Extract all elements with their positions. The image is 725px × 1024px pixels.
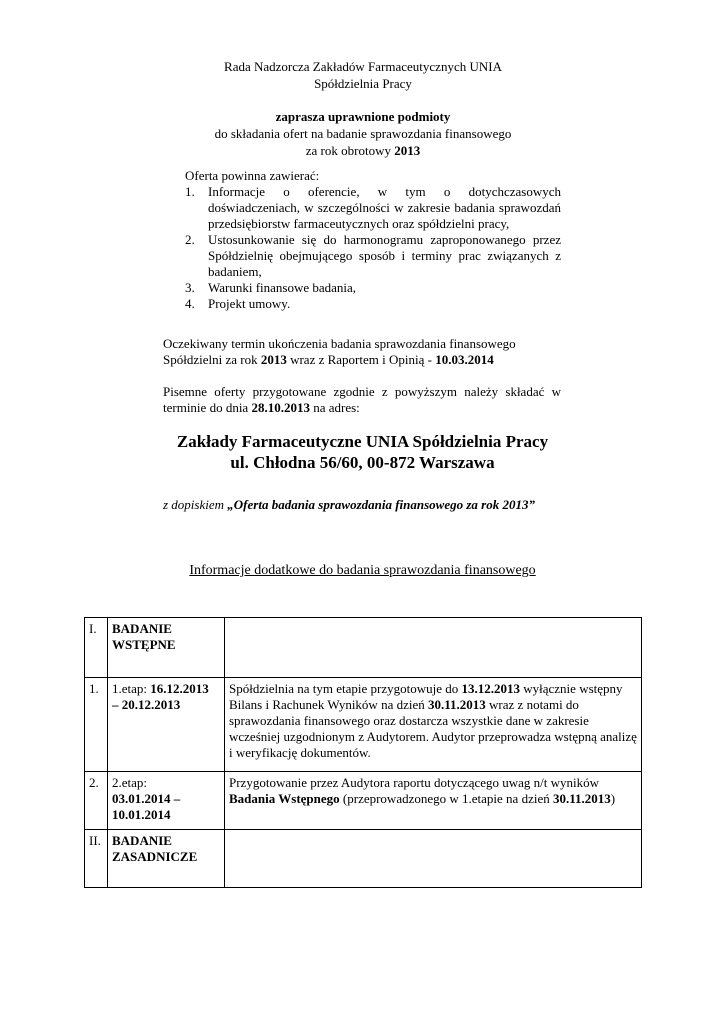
list-item: 3. Warunki finansowe badania, <box>185 280 357 295</box>
invitation-year: 2013 <box>394 143 421 158</box>
stage-dates: 2.etap: 03.01.2014 – 10.01.2014 <box>108 772 225 830</box>
section-label: BADANIE WSTĘPNE <box>108 618 225 678</box>
table-row <box>85 830 642 888</box>
table-row <box>85 678 642 772</box>
header-line2: Spółdzielnia Pracy <box>314 76 412 91</box>
info-title: Informacje dodatkowe do badania sprawozdania finansowego <box>189 563 536 578</box>
row-number: 1. <box>85 678 108 772</box>
invitation-heading: zaprasza uprawnione podmioty <box>275 109 451 124</box>
invitation-line3: za rok obrotowy 2013 <box>305 143 421 158</box>
section-label: BADANIE ZASADNICZE <box>108 830 225 888</box>
row-description: Spółdzielnia na tym etapie przygotowuje do 13.12.2013 wyłącznie wstępny Bilans i Rachunek Wyników na dzień 30.11.2013 wraz z notami do sprawozdania finansowego oraz dostarcza wszystkie dane w zakresie wcześniej uzgodnionym z Audytorem. Audytor przeprowadza wstępną analizę i weryfikację dokumentów. <box>225 678 642 772</box>
header-organization <box>163 58 563 92</box>
offer-requirements <box>163 168 561 312</box>
address-line2: ul. Chłodna 56/60, 00-872 Warszawa <box>230 453 495 472</box>
table-row <box>85 772 642 830</box>
invitation <box>163 108 563 159</box>
list-item: 4. Projekt umowy. <box>185 296 291 311</box>
row-number: I. <box>85 618 108 678</box>
deadline-line1: Oczekiwany termin ukończenia badania sprawozdania finansowego <box>163 336 516 351</box>
row-number: 2. <box>85 772 108 830</box>
list-item: 1. Informacje o oferencie, w tym o dotychczasowych doświadczeniach, w szczególności w zakresie badania sprawozdań przedsiębiorstw farmaceutycznych oraz spółdzielni pracy, <box>185 184 561 231</box>
annotation-title: „Oferta badania sprawozdania finansowego za rok 2013” <box>227 497 535 512</box>
offer-intro: Oferta powinna zawierać: <box>185 168 320 183</box>
header-line1: Rada Nadzorcza Zakładów Farmaceutycznych UNIA <box>224 59 502 74</box>
stage-dates: 1.etap: 16.12.2013 – 20.12.2013 <box>108 678 225 772</box>
deadline-line2: Spółdzielni za rok 2013 wraz z Raportem i Opinią - 10.03.2014 <box>163 352 494 367</box>
invitation-line2: do składania ofert na badanie sprawozdania finansowego <box>214 126 512 141</box>
deadline-paragraph <box>163 336 561 368</box>
annotation-note: z dopiskiem „Oferta badania sprawozdania finansowego za rok 2013” <box>163 497 535 512</box>
audit-schedule-table <box>84 617 642 888</box>
table-row <box>85 618 642 678</box>
row-description <box>225 830 642 888</box>
row-description <box>225 618 642 678</box>
row-description: Przygotowanie przez Audytora raportu dotyczącego uwag n/t wyników Badania Wstępnego (przeprowadzonego w 1.etapie na dzień 30.11.2013) <box>225 772 642 830</box>
deadline-date: 10.03.2014 <box>435 352 494 367</box>
submission-paragraph: Pisemne oferty przygotowane zgodnie z powyższym należy składać w terminie do dnia 28.10.2013 na adres: <box>163 384 561 415</box>
list-item: 2. Ustosunkowanie się do harmonogramu zaproponowanego przez Spółdzielnię obejmującego sposób i terminy prac związanych z badaniem, <box>185 232 561 279</box>
submission-date: 28.10.2013 <box>251 400 310 415</box>
address-line1: Zakłady Farmaceutyczne UNIA Spółdzielnia Pracy <box>176 432 549 451</box>
offer-list <box>163 184 561 312</box>
address-block <box>100 431 625 473</box>
row-number: II. <box>85 830 108 888</box>
